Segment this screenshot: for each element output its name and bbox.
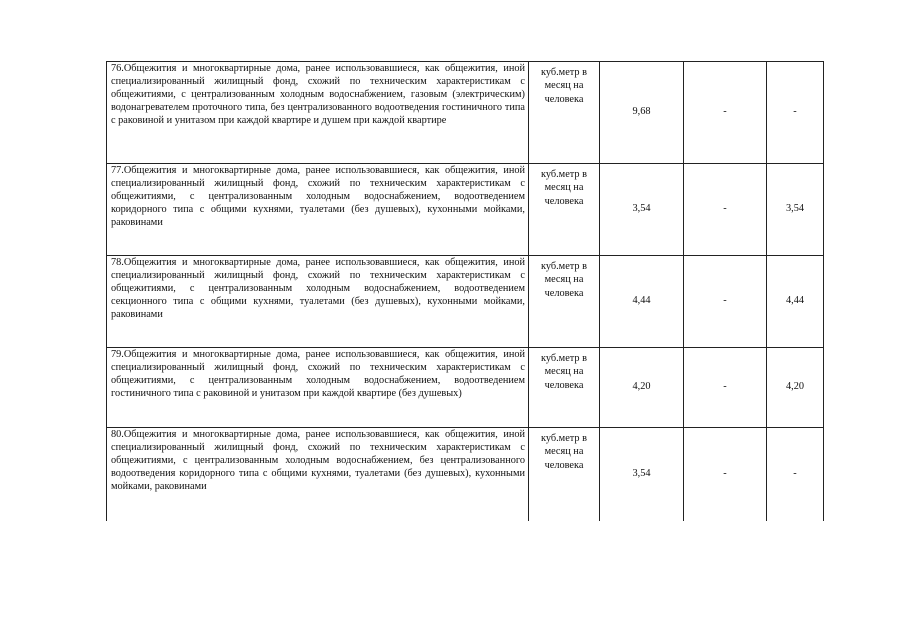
row-value-1: 3,54 bbox=[600, 428, 684, 521]
row-value-1: 4,44 bbox=[600, 256, 684, 348]
table-row bbox=[107, 256, 824, 348]
row-description: 77.Общежития и многоквартирные дома, ранее использовавшиеся, как общежития, иной специализированный жилищный фонд, схожий по техническим характеристикам с общежитиями, с централизованным холодным водоснабжением, водоотведением коридорного типа с общими кухнями, туалетами (без душевых), кухонными мойками, раковинами bbox=[107, 164, 529, 256]
row-value-2: - bbox=[684, 348, 767, 428]
table-row bbox=[107, 164, 824, 256]
row-value-1: 9,68 bbox=[600, 62, 684, 164]
row-value-2: - bbox=[684, 428, 767, 521]
norms-table bbox=[106, 61, 824, 521]
row-description: 80.Общежития и многоквартирные дома, ранее использовавшиеся, как общежития, иной специализированный жилищный фонд, схожий по техническим характеристикам с общежитиями, с централизованным холодным водоснабжением, без централизованного водоотведения коридорного типа с общими кухнями, туалетами (без душевых), кухонными мойками, раковинами bbox=[107, 428, 529, 521]
row-unit: куб.метр в месяц на человека bbox=[529, 256, 600, 348]
row-unit: куб.метр в месяц на человека bbox=[529, 62, 600, 164]
row-value-2: - bbox=[684, 256, 767, 348]
row-value-2: - bbox=[684, 62, 767, 164]
row-unit: куб.метр в месяц на человека bbox=[529, 428, 600, 521]
row-value-3: 3,54 bbox=[767, 164, 824, 256]
row-description: 78.Общежития и многоквартирные дома, ранее использовавшиеся, как общежития, иной специализированный жилищный фонд, схожий по техническим характеристикам с общежитиями, с централизованным холодным водоснабжением, водоотведением секционного типа с общими кухнями, туалетами (без душевых), кухонными мойками, раковинами bbox=[107, 256, 529, 348]
row-unit: куб.метр в месяц на человека bbox=[529, 348, 600, 428]
row-value-3: - bbox=[767, 428, 824, 521]
row-value-1: 4,20 bbox=[600, 348, 684, 428]
table-row bbox=[107, 348, 824, 428]
row-unit: куб.метр в месяц на человека bbox=[529, 164, 600, 256]
row-value-1: 3,54 bbox=[600, 164, 684, 256]
row-value-3: 4,20 bbox=[767, 348, 824, 428]
row-description: 79.Общежития и многоквартирные дома, ранее использовавшиеся, как общежития, иной специализированный жилищный фонд, схожий по техническим характеристикам с общежитиями, с централизованным холодным водоснабжением, водоотведением гостиничного типа с раковиной и унитазом при каждой квартире (без душевых) bbox=[107, 348, 529, 428]
table-row bbox=[107, 428, 824, 521]
row-value-2: - bbox=[684, 164, 767, 256]
row-value-3: - bbox=[767, 62, 824, 164]
table-row bbox=[107, 62, 824, 164]
row-value-3: 4,44 bbox=[767, 256, 824, 348]
row-description: 76.Общежития и многоквартирные дома, ранее использовавшиеся, как общежития, иной специализированный жилищный фонд, схожий по техническим характеристикам с общежитиями, с централизованным холодным водоснабжением, газовым (электрическим) водонагревателем проточного типа, без централизованного водоотведения гостиничного типа с раковиной и унитазом при каждой квартире и душем при каждой квартире bbox=[107, 62, 529, 164]
